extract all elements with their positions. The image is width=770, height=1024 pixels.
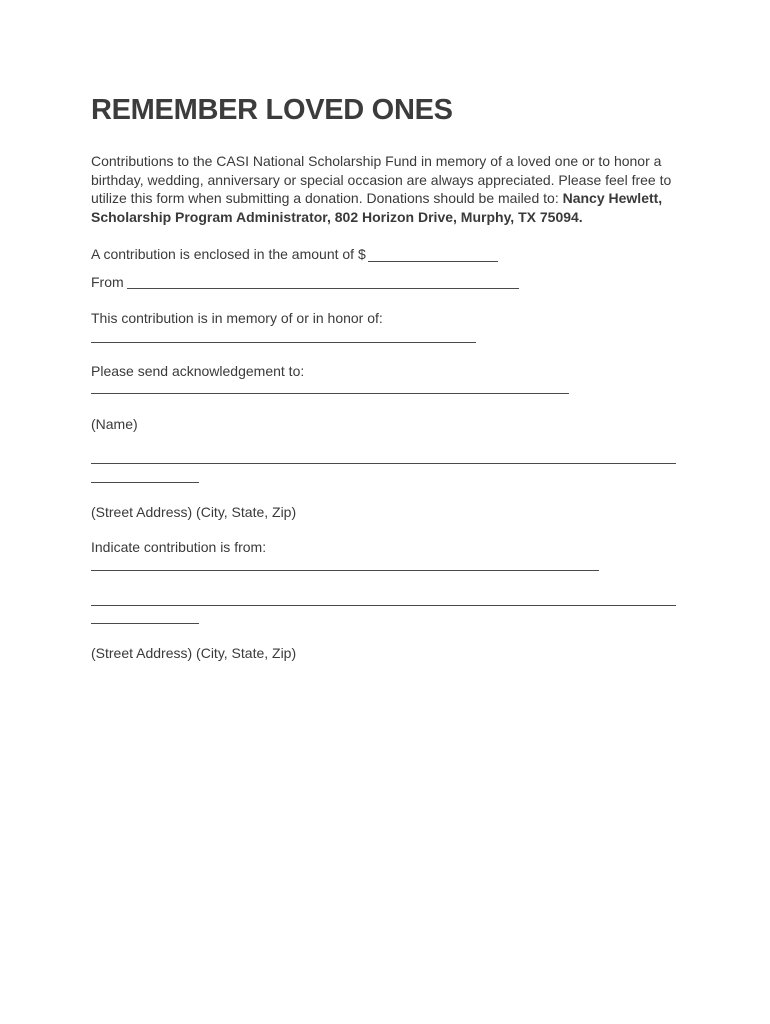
intro-text: Contributions to the CASI National Scholarship Fund in memory of a loved one or to honor a birthday, wedding, anniversary or special occasion are always appreciated. Please feel free to utilize this form when submitting a donation. Donations should be mailed to: [91, 153, 672, 206]
memory-label: This contribution is in memory of or in honor of: [91, 310, 383, 326]
street-address-label-2: (Street Address) (City, State, Zip) [91, 645, 297, 661]
intro-paragraph [91, 152, 676, 226]
address-blank-2a[interactable] [91, 605, 676, 606]
mailing-address: Nancy Hewlett, Scholarship Program Administrator, 802 Horizon Drive, Murphy, TX 75094. [91, 190, 663, 225]
amount-label: A contribution is enclosed in the amount of $ [91, 246, 366, 262]
street-address-label-1: (Street Address) (City, State, Zip) [91, 504, 297, 520]
address-blank-1b[interactable] [91, 482, 199, 483]
address-blank-2b[interactable] [91, 623, 199, 624]
amount-blank[interactable] [368, 261, 498, 262]
from-blank[interactable] [127, 288, 519, 289]
indicate-label: Indicate contribution is from: [91, 539, 267, 555]
address-blank-1a[interactable] [91, 463, 676, 464]
from-label: From [91, 274, 124, 290]
page-title: REMEMBER LOVED ONES [91, 94, 453, 126]
indicate-blank[interactable] [91, 570, 599, 571]
name-label: (Name) [91, 416, 138, 432]
acknowledgement-blank[interactable] [91, 393, 569, 394]
memory-blank[interactable] [91, 342, 476, 343]
acknowledgement-label: Please send acknowledgement to: [91, 363, 305, 379]
